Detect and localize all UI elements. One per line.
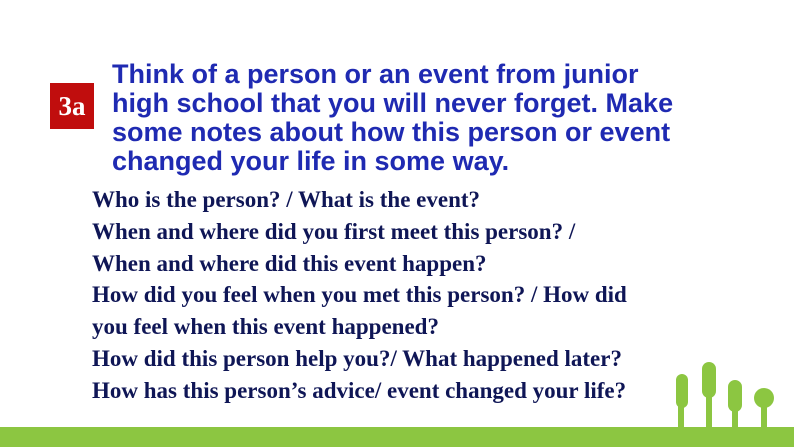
question-item: Who is the person? / What is the event? xyxy=(92,187,481,212)
instruction-line: changed your life in some way. xyxy=(112,146,510,176)
question-item: How has this person’s advice/ event changed your life? xyxy=(92,377,627,403)
question-item: When and where did this event happen? xyxy=(92,250,487,276)
instruction-line: Think of a person or an event from junior xyxy=(112,59,639,89)
tree-icon xyxy=(670,362,780,432)
footer-bar xyxy=(0,427,794,447)
instruction-text xyxy=(112,60,752,176)
section-badge xyxy=(50,83,94,129)
question-list xyxy=(92,184,627,407)
question-item: When and where did you first meet this person? / xyxy=(92,218,576,244)
section-label: 3a xyxy=(58,90,86,121)
instruction-line: high school that you will never forget. Make xyxy=(112,88,674,118)
question-item: How did you feel when you met this person? / How did xyxy=(92,282,627,308)
instruction-line: some notes about how this person or event xyxy=(112,117,671,147)
question-item: you feel when this event happened? xyxy=(92,314,439,340)
question-item: How did this person help you?/ What happened later? xyxy=(92,345,622,371)
